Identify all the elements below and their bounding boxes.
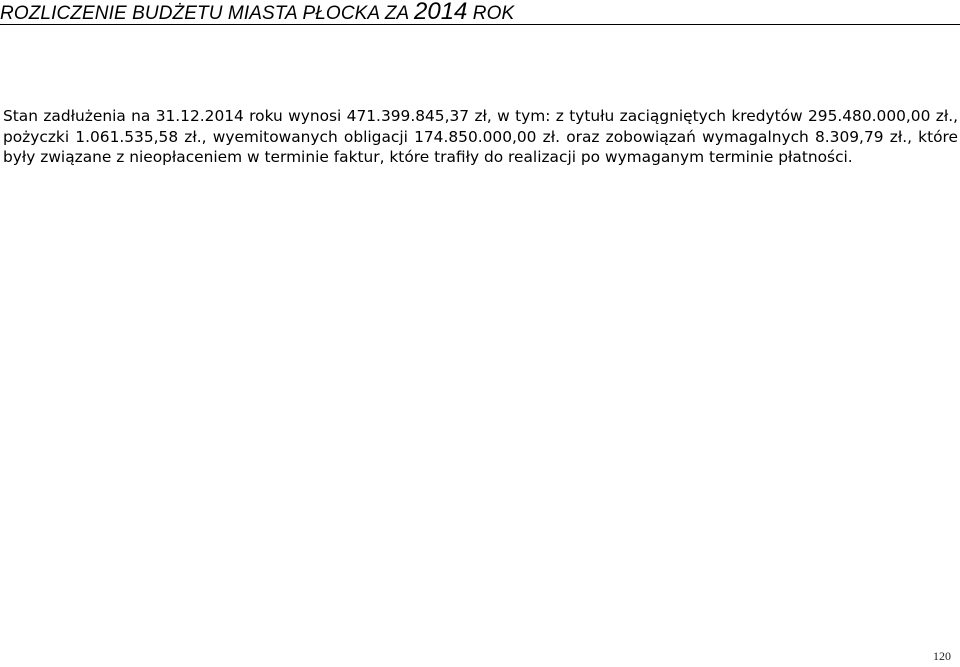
header-title-part1: ROZLICZENIE BUDŻETU MIASTA PŁOCKA ZA bbox=[0, 3, 415, 24]
header-title-year: 2014 bbox=[414, 0, 468, 25]
page-number: 120 bbox=[933, 649, 951, 663]
page-header bbox=[0, 0, 960, 25]
header-title-part2: ROK bbox=[467, 3, 515, 24]
debt-paragraph: Stan zadłużenia na 31.12.2014 roku wynosi 471.399.845,37 zł, w tym: z tytułu zaciągniętych kredytów 295.480.000,00 zł., pożyczki 1.061.535,58 zł., wyemitowanych obligacji 174.850.000,00 zł. oraz zobowiązań wymagalnych 8.309,79 zł., które były związane z nieopłaceniem w terminie faktur, które trafiły do realizacji po wymaganym terminie płatności. bbox=[3, 107, 958, 166]
